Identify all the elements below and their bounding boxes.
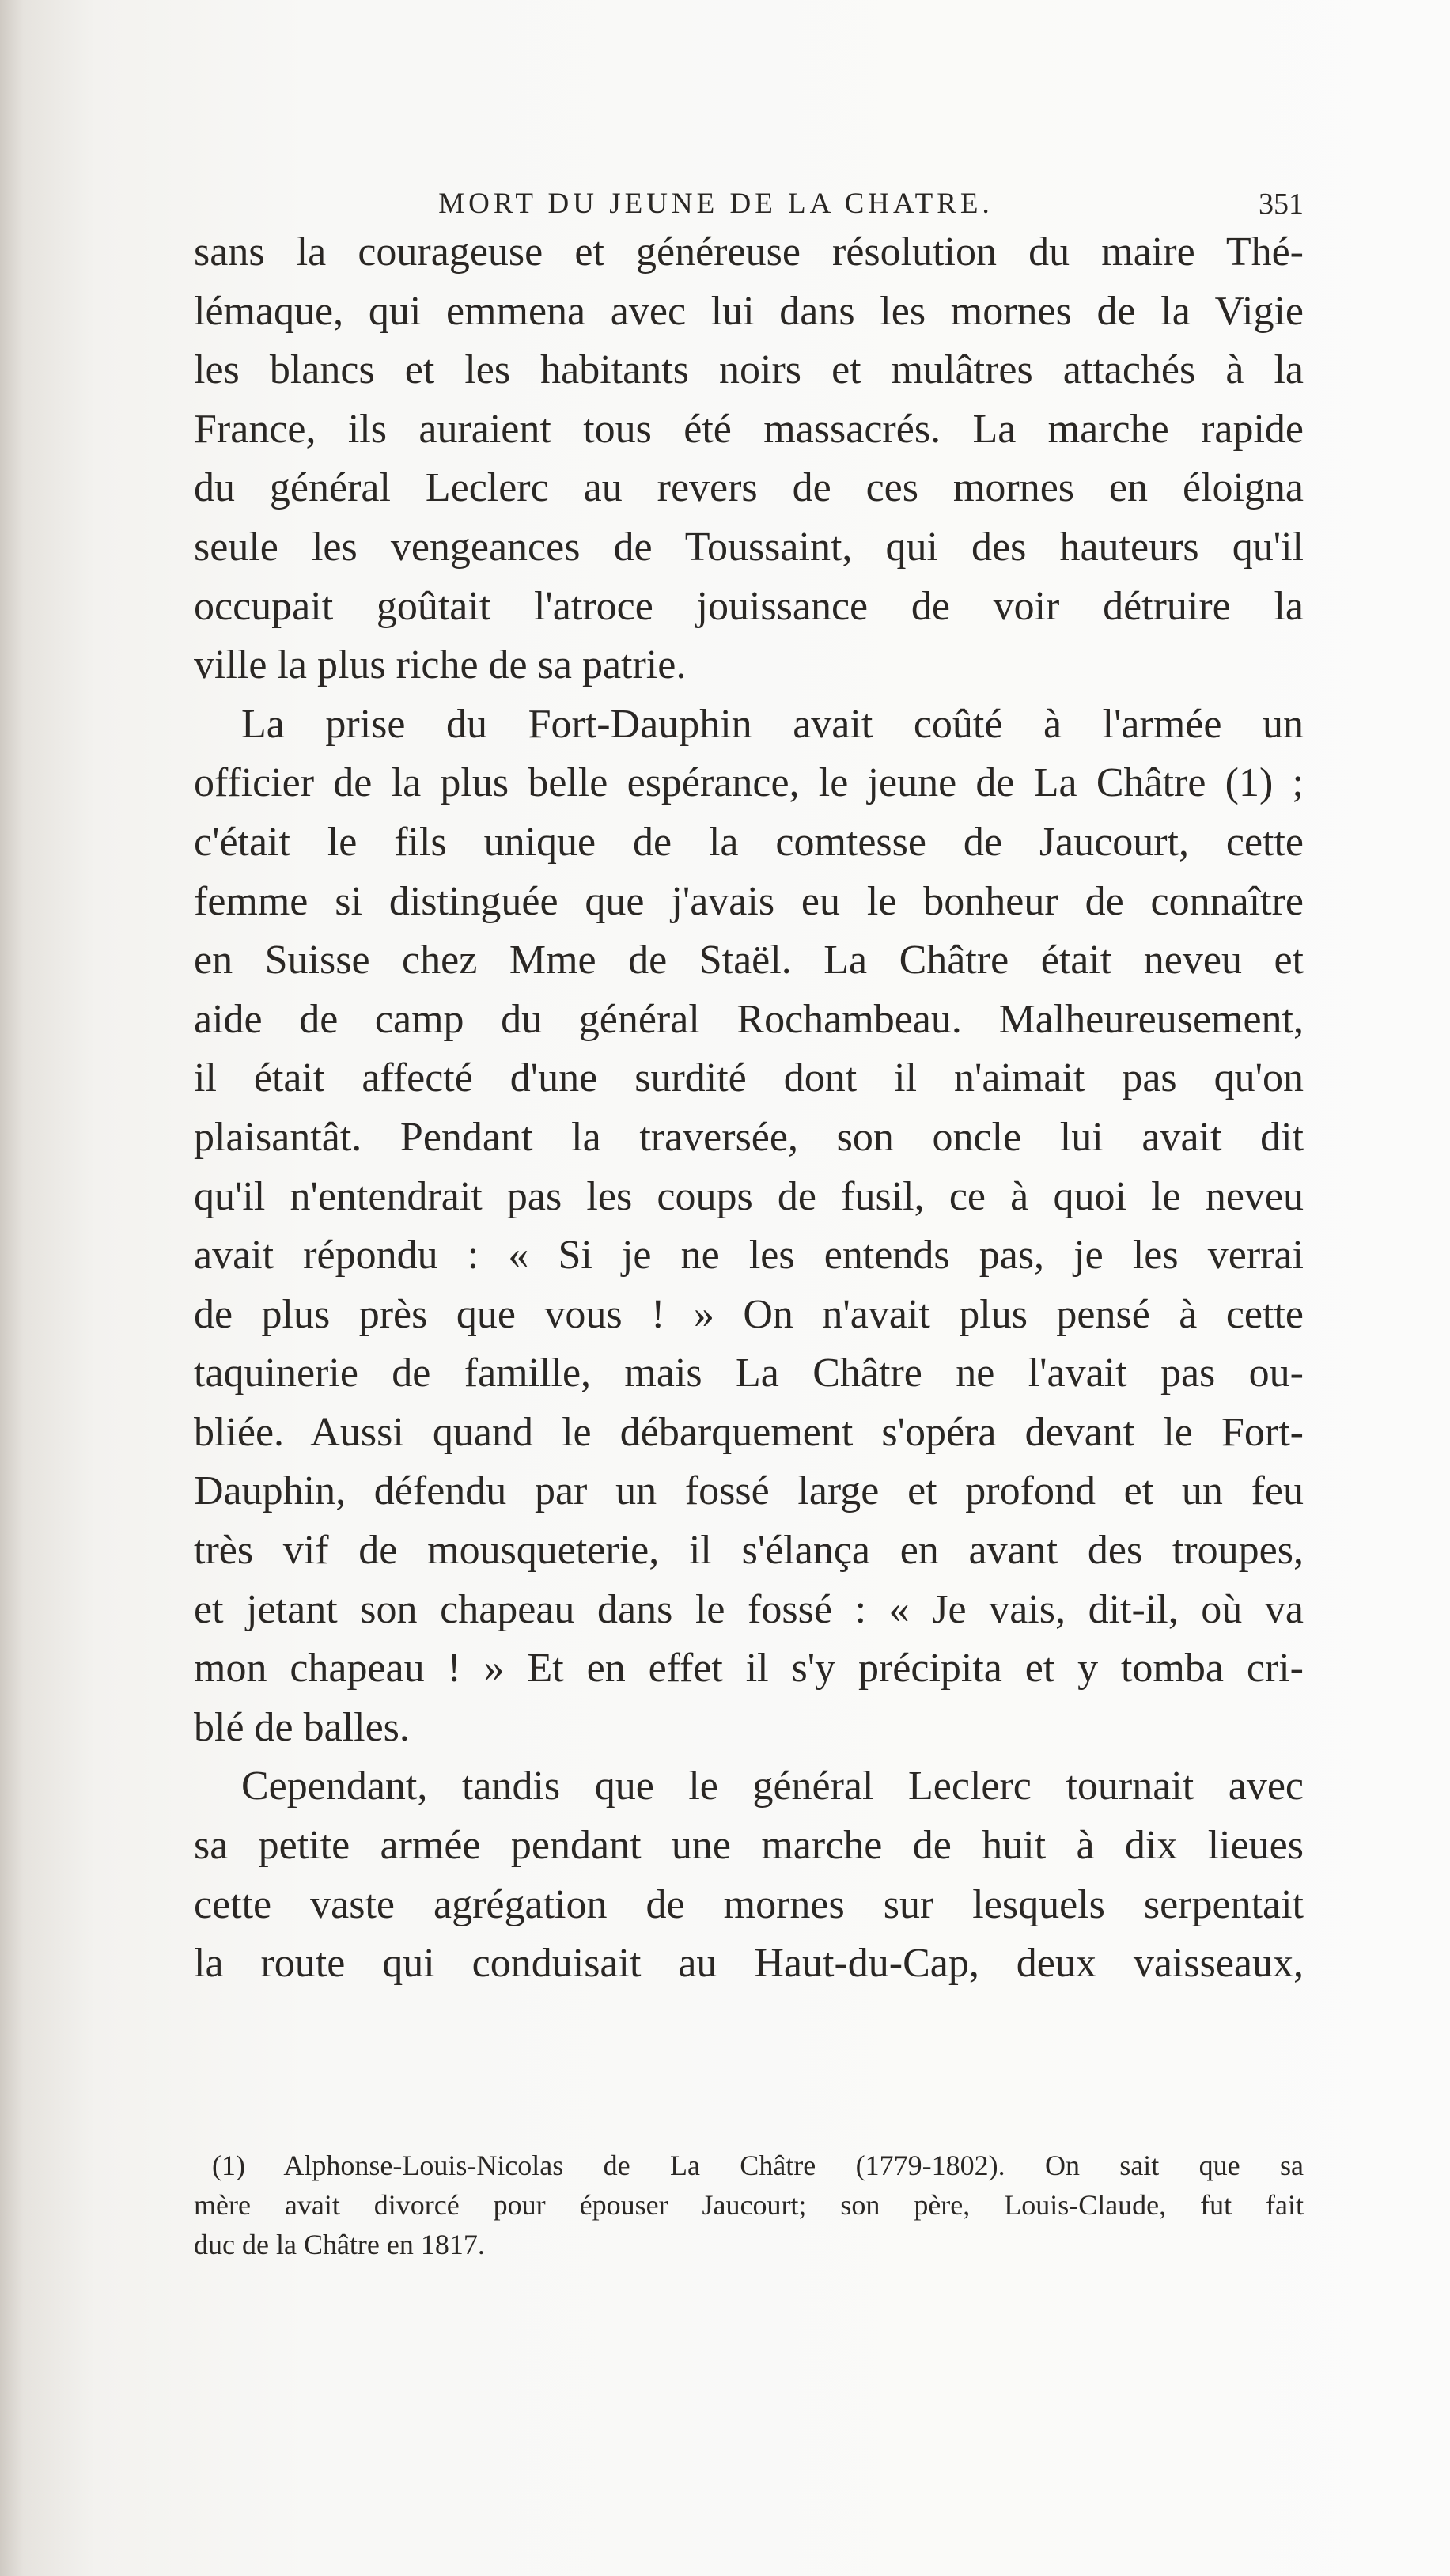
text-line: sans la courageuse et généreuse résolution du maire Thé- (194, 229, 1304, 275)
paragraph (194, 223, 1304, 695)
text-line: la route qui conduisait au Haut-du-Cap, deux vaisseaux, (194, 1941, 1304, 1987)
text-line: sa petite armée pendant une marche de huit à dix lieues (194, 1823, 1304, 1869)
text-line: taquinerie de famille, mais La Châtre ne l'avait pas ou- (194, 1351, 1304, 1396)
text-line: bliée. Aussi quand le débarquement s'opéra devant le Fort- (194, 1409, 1304, 1455)
page-number: 351 (1259, 188, 1304, 221)
text-line: très vif de mousqueterie, il s'élança en avant des troupes, (194, 1528, 1304, 1574)
text-line: c'était le fils unique de la comtesse de Jaucourt, cette (194, 819, 1304, 865)
text-line: du général Leclerc au revers de ces mornes en éloigna (194, 465, 1304, 511)
text-line: il était affecté d'une surdité dont il n'aimait pas qu'on (194, 1055, 1304, 1101)
footnote (194, 2146, 1304, 2264)
text-line: occupait goûtait l'atroce jouissance de voir détruire la (194, 583, 1304, 629)
text-line: qu'il n'entendrait pas les coups de fusil, ce à quoi le neveu (194, 1173, 1304, 1219)
text-line: seule les vengeances de Toussaint, qui des hauteurs qu'il (194, 524, 1304, 570)
running-title: MORT DU JEUNE DE LA CHATRE. (438, 188, 994, 220)
text-line: plaisantât. Pendant la traversée, son oncle lui avait dit (194, 1114, 1304, 1160)
footnote-line: (1) Alphonse-Louis-Nicolas de La Châtre (1779-1802). On sait que sa (212, 2150, 1304, 2181)
text-line: La prise du Fort-Dauphin avait coûté à l'armée un (241, 701, 1304, 747)
text-line: femme si distinguée que j'avais eu le bonheur de connaître (194, 878, 1304, 924)
text-line: ville la plus riche de sa patrie. (194, 642, 687, 688)
text-line: Cependant, tandis que le général Leclerc tournait avec (241, 1763, 1304, 1809)
body-text (194, 223, 1304, 1994)
text-line: blé de balles. (194, 1704, 410, 1750)
text-line: cette vaste agrégation de mornes sur lesquels serpentait (194, 1881, 1304, 1927)
text-line: les blancs et les habitants noirs et mulâtres attachés à la (194, 347, 1304, 393)
footnote-line: duc de la Châtre en 1817. (194, 2229, 485, 2260)
text-line: France, ils auraient tous été massacrés. La marche rapide (194, 406, 1304, 452)
footnote-line: mère avait divorcé pour épouser Jaucourt; son père, Louis-Claude, fut fait (194, 2189, 1304, 2221)
text-line: et jetant son chapeau dans le fossé : « Je vais, dit-il, où va (194, 1586, 1304, 1632)
paragraph (194, 1757, 1304, 1993)
running-header (194, 187, 1304, 226)
text-line: officier de la plus belle espérance, le jeune de La Châtre (1) ; (194, 760, 1304, 806)
text-line: lémaque, qui emmena avec lui dans les mornes de la Vigie (194, 288, 1304, 334)
text-line: de plus près que vous ! » On n'avait plus pensé à cette (194, 1291, 1304, 1337)
text-line: mon chapeau ! » Et en effet il s'y précipita et y tomba cri- (194, 1646, 1304, 1691)
paragraph (194, 695, 1304, 1758)
text-line: aide de camp du général Rochambeau. Malheureusement, (194, 996, 1304, 1042)
text-line: Dauphin, défendu par un fossé large et profond et un feu (194, 1468, 1304, 1514)
text-line: en Suisse chez Mme de Staël. La Châtre était neveu et (194, 938, 1304, 983)
text-line: avait répondu : « Si je ne les entends pas, je les verrai (194, 1233, 1304, 1279)
